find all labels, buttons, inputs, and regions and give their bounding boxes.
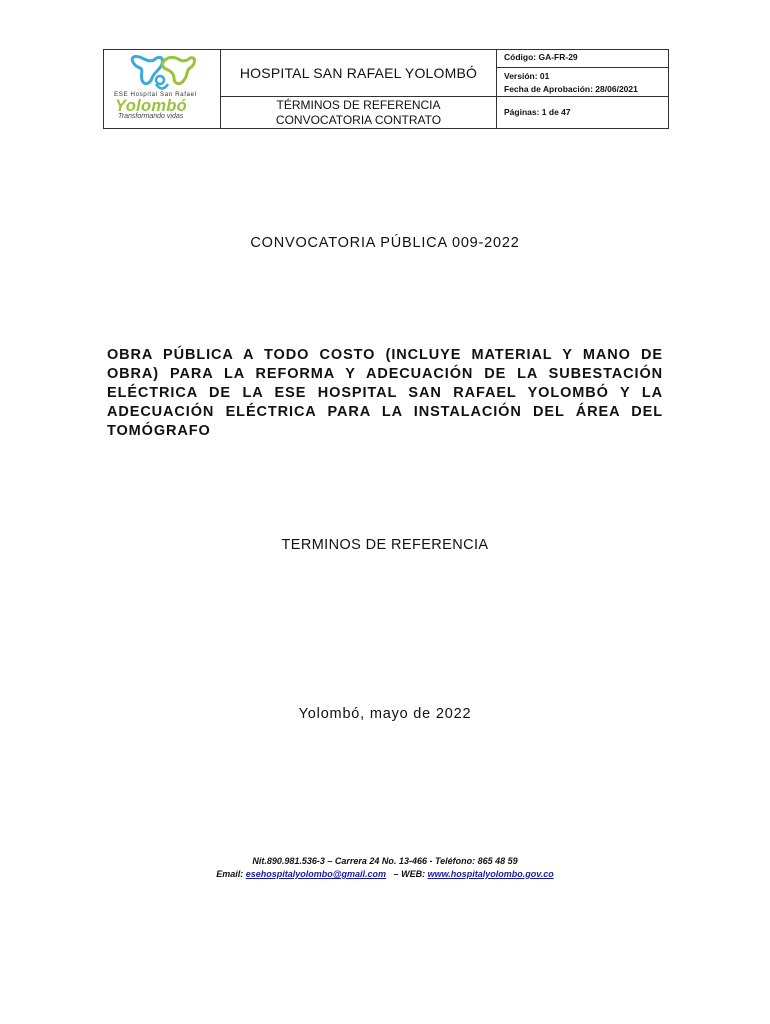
- section-subtitle: TERMINOS DE REFERENCIA: [281, 537, 489, 553]
- logo-brand-text: Yolombó: [115, 97, 188, 115]
- logo-symbol-icon: [104, 50, 220, 94]
- fecha-aprobacion: Fecha de Aprobación: 28/06/2021: [504, 83, 638, 94]
- logo-tagline: Transformando vidas: [118, 113, 184, 120]
- doc-type-line1: TÉRMINOS DE REFERENCIA: [276, 97, 441, 112]
- version: Versión: 01: [504, 70, 550, 81]
- web-link[interactable]: www.hospitalyolombo.gov.co: [427, 869, 554, 879]
- email-link[interactable]: esehospitalyolombo@gmail.com: [245, 869, 387, 879]
- page-title: CONVOCATORIA PÚBLICA 009-2022: [250, 235, 520, 251]
- footer: [0, 855, 770, 881]
- document-meta-top: [497, 50, 669, 97]
- logo-org-text: ESE Hospital San Rafael: [114, 91, 197, 98]
- place-date: Yolombó, mayo de 2022: [298, 706, 472, 722]
- document-header: [103, 49, 669, 129]
- doc-type-line2: CONVOCATORIA CONTRATO: [275, 112, 442, 127]
- footer-address: Nit.890.981.536-3 – Carrera 24 No. 13-466 - Teléfono: 865 48 59: [252, 856, 518, 866]
- hospital-name: HOSPITAL SAN RAFAEL YOLOMBÓ: [239, 65, 478, 82]
- document-meta-bottom: [497, 97, 669, 129]
- contract-object: OBRA PÚBLICA A TODO COSTO (INCLUYE MATERIAL Y MANO DE OBRA) PARA LA REFORMA Y ADECUACIÓN DE LA SUBESTACIÓN ELÉCTRICA DE LA ESE HOSPITAL SAN RAFAEL YOLOMBÓ Y LA ADECUACIÓN ELÉCTRICA PARA LA INSTALACIÓN DEL ÁREA DEL TOMÓGRAFO: [107, 347, 663, 439]
- codigo: Código: GA-FR-29: [504, 51, 578, 62]
- paginas: Páginas: 1 de 47: [504, 107, 571, 118]
- email-label: Email:: [216, 869, 244, 879]
- web-label: – WEB:: [393, 869, 426, 879]
- doc-type-cell: [221, 97, 497, 129]
- hospital-logo: [104, 50, 220, 128]
- footer-contact: [0, 868, 770, 881]
- hospital-name-cell: [221, 50, 497, 97]
- logo-cell: [104, 50, 221, 129]
